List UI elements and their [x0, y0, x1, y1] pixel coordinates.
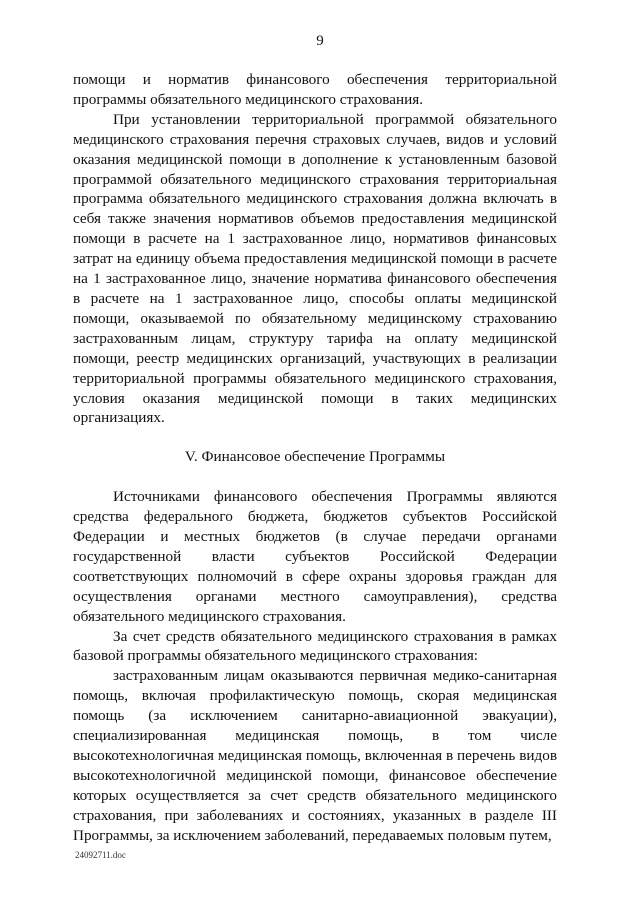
paragraph-funding-sources: Источниками финансового обеспечения Программы являются средства федерального бюджета, бюджетов субъектов Российской Федерации и местных бюджетов (в случае передачи органами государственной власти субъектов Российской Федерации соответствующих полномочий в сфере охраны здоровья граждан для осуществления органами местного самоуправления), средства обязательного медицинского страхования.: [73, 488, 557, 625]
paragraph-oms-base-program: За счет средств обязательного медицинского страхования в рамках базовой программы обязательного медицинского страхования:: [73, 627, 557, 665]
paragraph-territorial-program: При установлении территориальной программой обязательного медицинского страхования перечня страховых случаев, видов и условий оказания медицинской помощи в дополнение к установленным базовой программой обязательного медицинского страхования территориальная программа обязательного медицинского страхования должна включать в себя также значения нормативов объемов предоставления медицинской помощи в расчете на 1 застрахованное лицо, нормативов финансовых затрат на единицу объема предоставления медицинской помощи в расчете на 1 застрахованное лицо, значение норматива финансового обеспечения в расчете на 1 застрахованное лицо, способы оплаты медицинской помощи, оказываемой по обязательному медицинскому страхованию застрахованным лицам, структуру тарифа на оплату медицинской помощи, реестр медицинских организаций, участвующих в реализации территориальной программы обязательного медицинского страхования, условия оказания медицинской помощи в таких медицинских организациях.: [73, 110, 557, 427]
footer-doc-id: 24092711.doc: [75, 850, 126, 860]
page-number: 9: [316, 33, 324, 49]
section-heading: V. Финансовое обеспечение Программы: [184, 448, 446, 466]
paragraph-continuation: помощи и норматив финансового обеспечения территориальной программы обязательного медицинского страхования.: [73, 71, 557, 108]
paragraph-insured-care: застрахованным лицам оказываются первичная медико-санитарная помощь, включая профилактическую помощь, скорая медицинская помощь (за исключением санитарно-авиационной эвакуации), специализированная медицинская помощь, в том числе высокотехнологичная медицинская помощь, включенная в перечень видов высокотехнологичной медицинской помощи, финансовое обеспечение которых осуществляется за счет средств обязательного медицинского страхования, при заболеваниях и состояниях, указанных в разделе III Программы, за исключением заболеваний, передаваемых половым путем,: [73, 667, 557, 844]
document-body: [73, 70, 557, 846]
